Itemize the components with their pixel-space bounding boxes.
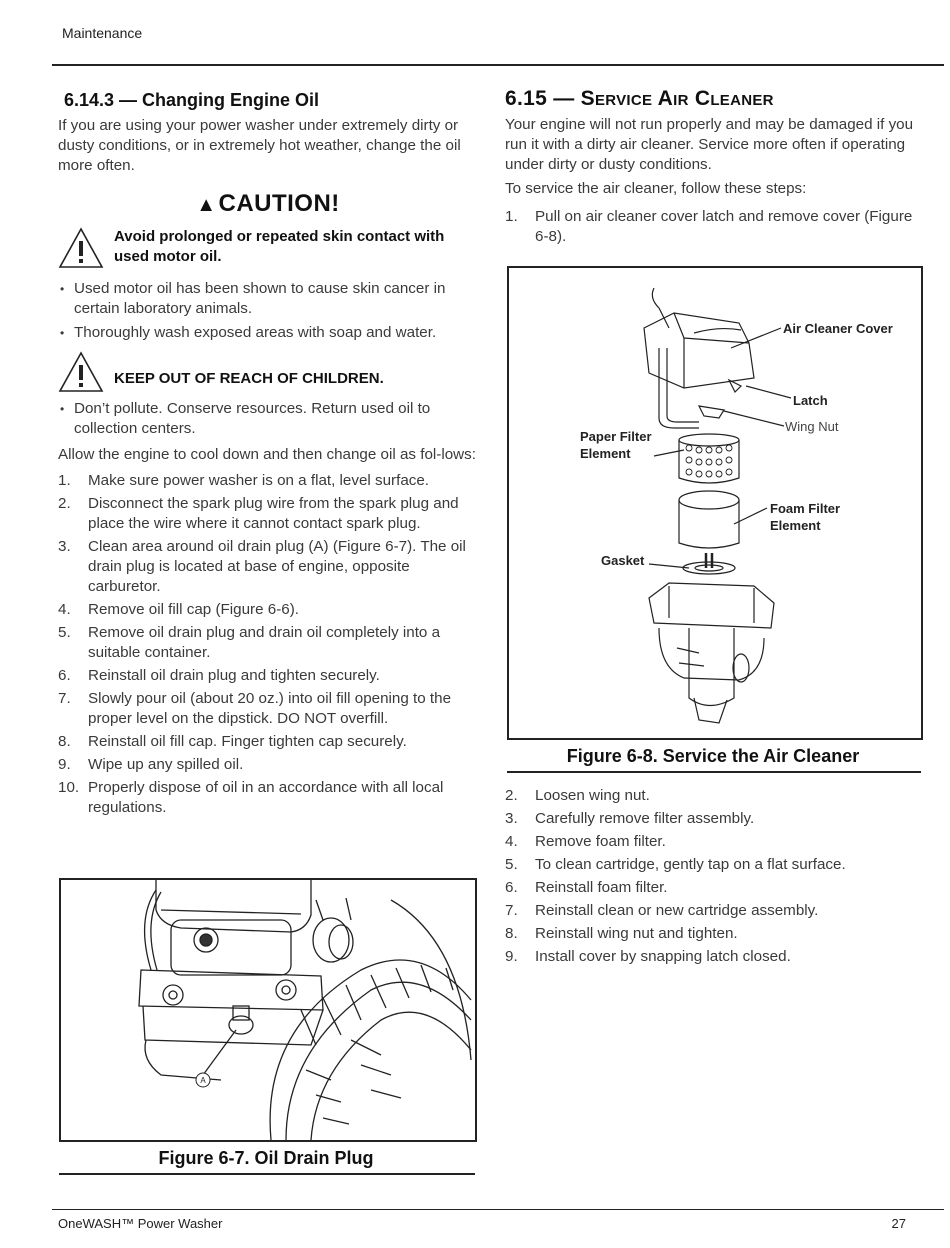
oil-steps bbox=[58, 471, 478, 818]
caution-banner bbox=[58, 190, 478, 217]
list-item: 7. Reinstall clean or new cartridge assembly. bbox=[505, 902, 819, 919]
list-item: • Thoroughly wash exposed areas with soap and water. bbox=[58, 323, 478, 343]
list-item: 5. To clean cartridge, gently tap on a flat surface. bbox=[505, 856, 846, 873]
list-item: 5. Remove oil drain plug and drain oil completely into a suitable container. bbox=[58, 624, 441, 661]
warning-skin-contact bbox=[58, 227, 478, 271]
air-cleaner-illustration bbox=[509, 268, 921, 738]
list-item: 1. Make sure power washer is on a flat, level surface. bbox=[58, 472, 430, 489]
section-heading-air-cleaner: 6.15 — Service Air Cleaner bbox=[505, 87, 774, 110]
list-item: 1. Pull on air cleaner cover latch and remove cover (Figure 6-8). bbox=[505, 208, 913, 245]
label-paper-filter: Paper Filter Element bbox=[580, 429, 652, 461]
section-heading-changing-oil: 6.14.3 — Changing Engine Oil bbox=[64, 90, 320, 110]
intro-paragraph: To service the air cleaner, follow these steps: bbox=[505, 180, 807, 197]
warning-text: KEEP OUT OF REACH OF CHILDREN. bbox=[114, 370, 384, 387]
air-step-1 bbox=[505, 207, 925, 247]
list-item: 8. Reinstall wing nut and tighten. bbox=[505, 925, 738, 942]
label-wing-nut: Wing Nut bbox=[785, 419, 839, 434]
allow-paragraph: Allow the engine to cool down and then change oil as fol-lows: bbox=[58, 446, 476, 463]
warning-triangle-icon bbox=[58, 227, 104, 269]
figure-caption-6-8: Figure 6-8. Service the Air Cleaner bbox=[566, 746, 860, 766]
air-steps bbox=[505, 786, 925, 967]
caution-title: CAUTION! bbox=[218, 190, 340, 217]
list-item: 6. Reinstall foam filter. bbox=[505, 879, 668, 896]
figure-air-cleaner bbox=[507, 266, 923, 740]
warning-children bbox=[58, 351, 478, 391]
header-rule bbox=[52, 64, 944, 66]
warning-text: Avoid prolonged or repeated skin contact with used motor oil. bbox=[114, 228, 445, 265]
list-item: • Don’t pollute. Conserve resources. Return used oil to collection centers. bbox=[58, 399, 478, 439]
drain-plug-marker: A bbox=[200, 1076, 206, 1085]
list-item: • Used motor oil has been shown to cause skin cancer in certain laboratory animals. bbox=[58, 279, 478, 319]
list-item: 9. Wipe up any spilled oil. bbox=[58, 756, 244, 773]
list-item: 3. Clean area around oil drain plug (A) (Figure 6-7). The oil drain plug is located at base of engine, opposite carburetor. bbox=[58, 538, 466, 595]
intro-paragraph: Your engine will not run properly and may be damaged if you run it with a dirty air cleaner. Service more often if operating under dirty or dusty conditions. bbox=[505, 116, 914, 173]
left-column bbox=[58, 86, 478, 821]
footer-rule bbox=[52, 1209, 944, 1210]
warning-triangle-icon bbox=[58, 351, 104, 393]
caption-rule bbox=[59, 1173, 475, 1175]
list-item: 7. Slowly pour oil (about 20 oz.) into oil fill opening to the proper level on the dipstick. DO NOT overfill. bbox=[58, 690, 452, 727]
list-item: 10. Properly dispose of oil in an accordance with all local regulations. bbox=[58, 779, 444, 816]
label-gasket: Gasket bbox=[601, 553, 645, 568]
figure-oil-drain-plug bbox=[59, 878, 477, 1142]
label-foam-filter: Foam Filter Element bbox=[770, 501, 841, 533]
footer-product: OneWASH™ Power Washer bbox=[58, 1216, 223, 1231]
page-number: 27 bbox=[891, 1216, 906, 1231]
list-item: 2. Disconnect the spark plug wire from the spark plug and place the wire where it cannot contact spark plug. bbox=[58, 495, 459, 532]
caution-triangle-icon: ▲ bbox=[196, 194, 217, 216]
engine-drain-illustration bbox=[61, 880, 475, 1140]
list-item: 3. Carefully remove filter assembly. bbox=[505, 810, 755, 827]
list-item: 2. Loosen wing nut. bbox=[505, 787, 650, 804]
list-item: 9. Install cover by snapping latch closed. bbox=[505, 948, 791, 965]
label-latch: Latch bbox=[793, 393, 828, 408]
list-item: 4. Remove foam filter. bbox=[505, 833, 666, 850]
right-column bbox=[505, 86, 925, 250]
bullet-list-2 bbox=[58, 399, 478, 439]
right-column-steps bbox=[505, 786, 925, 970]
list-item: 6. Reinstall oil drain plug and tighten securely. bbox=[58, 667, 380, 684]
caption-rule bbox=[507, 771, 921, 773]
list-item: 8. Reinstall oil fill cap. Finger tighten cap securely. bbox=[58, 733, 407, 750]
bullet-list-1 bbox=[58, 279, 478, 343]
label-air-cleaner-cover: Air Cleaner Cover bbox=[783, 321, 893, 336]
running-header: Maintenance bbox=[62, 25, 143, 41]
list-item: 4. Remove oil fill cap (Figure 6-6). bbox=[58, 601, 300, 618]
figure-caption-6-7: Figure 6-7. Oil Drain Plug bbox=[158, 1148, 374, 1168]
intro-paragraph: If you are using your power washer under extremely dirty or dusty conditions, or in extremely hot weather, change the oil more often. bbox=[58, 117, 461, 174]
